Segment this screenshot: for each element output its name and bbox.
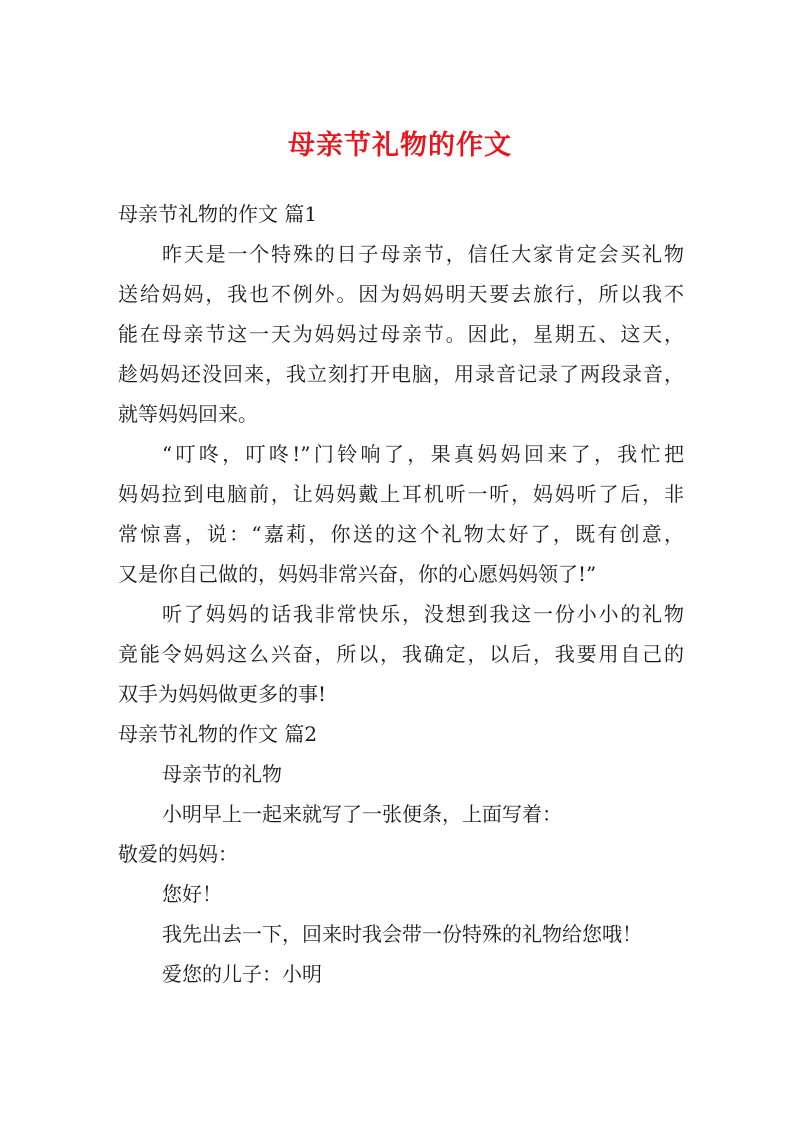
- essay1-para2-line: 常惊喜，说：“嘉莉，你送的这个礼物太好了，既有创意，: [118, 522, 684, 546]
- document-body: [118, 194, 684, 994]
- essay1-para1-line: 昨天是一个特殊的日子母亲节，信任大家肯定会买礼物: [162, 242, 684, 266]
- essay1-para2-line: 又是你自己做的，妈妈非常兴奋，你的心愿妈妈领了!”: [118, 562, 597, 586]
- essay1-para1-line: 趁妈妈还没回来，我立刻打开电脑，用录音记录了两段录音，: [118, 362, 684, 386]
- essay1-para2-line: 妈妈拉到电脑前，让妈妈戴上耳机听一听，妈妈听了后，非: [118, 482, 684, 506]
- essay2-signature: 爱您的儿子：小明: [162, 962, 322, 986]
- essay2-message: 我先出去一下，回来时我会带一份特殊的礼物给您哦！: [162, 922, 642, 946]
- essay1-para2-line: “叮咚，叮咚!”门铃响了，果真妈妈回来了，我忙把: [162, 442, 684, 466]
- essay1-para3-line: 双手为妈妈做更多的事!: [118, 682, 327, 706]
- essay1-para3-line: 竟能令妈妈这么兴奋，所以，我确定，以后，我要用自己的: [118, 642, 684, 666]
- essay1-para1-line: 就等妈妈回来。: [118, 402, 258, 426]
- essay1-para1-line: 送给妈妈，我也不例外。因为妈妈明天要去旅行，所以我不: [118, 282, 684, 306]
- essay2-intro: 小明早上一起来就写了一张便条，上面写着：: [162, 802, 562, 826]
- essay1-heading: 母亲节礼物的作文 篇1: [118, 202, 318, 226]
- essay2-subtitle: 母亲节的礼物: [162, 762, 282, 786]
- essay2-salutation: 敬爱的妈妈：: [118, 842, 238, 866]
- essay2-heading: 母亲节礼物的作文 篇2: [118, 722, 318, 746]
- essay1-para1-line: 能在母亲节这一天为妈妈过母亲节。因此，星期五、这天，: [118, 322, 684, 346]
- document-title: 母亲节礼物的作文: [288, 130, 512, 161]
- essay1-para3-line: 听了妈妈的话我非常快乐，没想到我这一份小小的礼物: [162, 602, 684, 626]
- essay2-greeting: 您好！: [162, 882, 222, 906]
